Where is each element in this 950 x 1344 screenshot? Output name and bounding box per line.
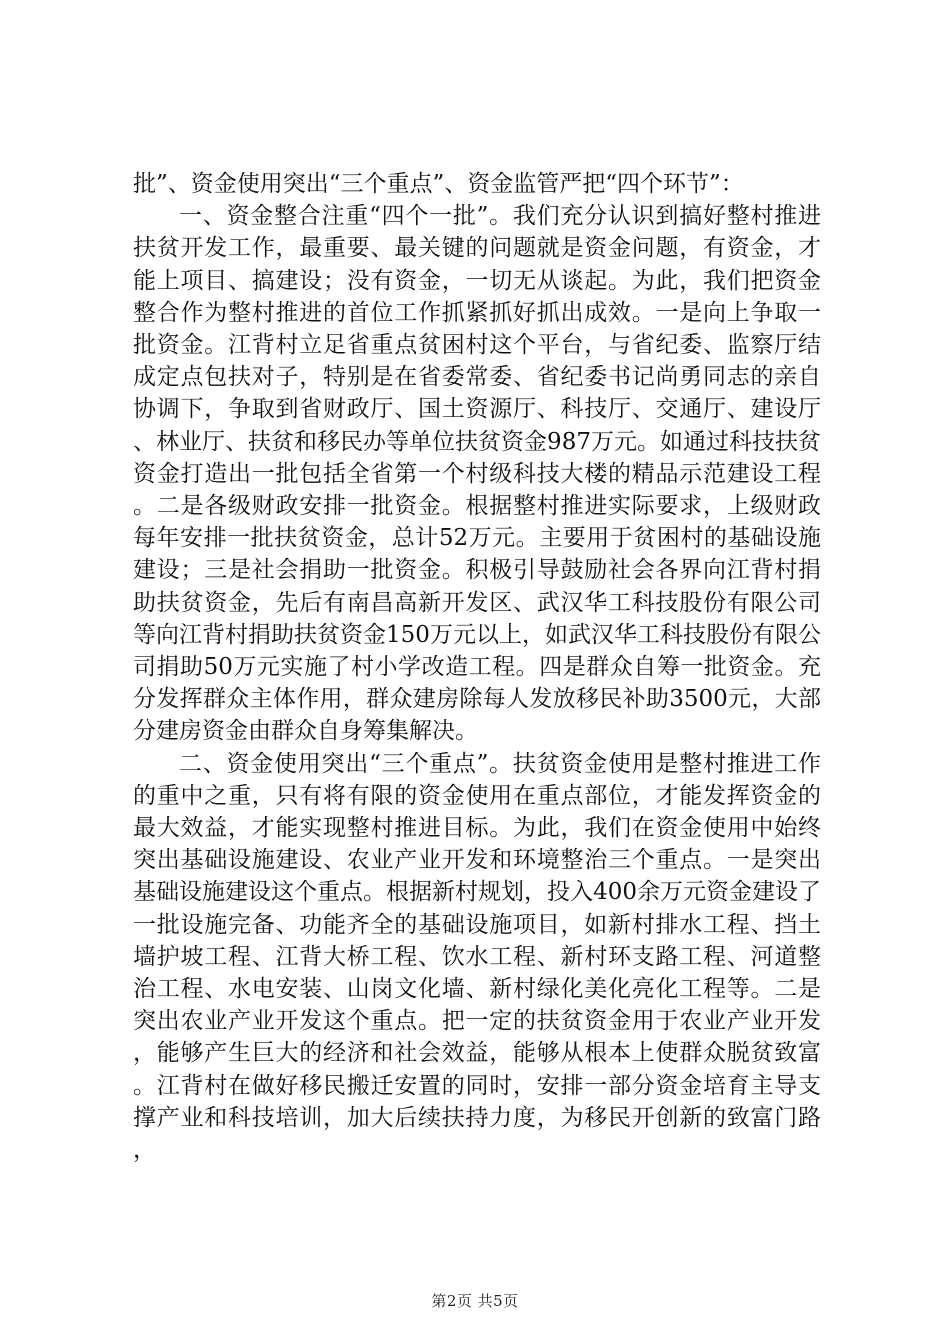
paragraph-funds-usage: 二、资金使用突出“三个重点”。扶贫资金使用是整村推进工作的重中之重，只有将有限的资金使用在重点部位，才能发挥资金的最大效益，才能实现整村推进目标。为此，我们在资金使用中始终突出基础设施建设、农业产业开发和环境整治三个重点。一是突出基础设施建设这个重点。根据新村规划，投入400余万元资金建设了一批设施完备、功能齐全的基础设施项目，如新村排水工程、挡土墙护坡工程、江背大桥工程、饮水工程、新村环支路工程、河道整治工程、水电安装、山岗文化墙、新村绿化美化亮化工程等。二是突出农业产业开发这个重点。把一定的扶贫资金用于农业产业开发，能够产生巨大的经济和社会效益，能够从根本上使群众脱贫致富。江背村在做好移民搬迁安置的同时，安排一部分资金培育主导支撑产业和科技培训，加大后续扶持力度，为移民开创新的致富门路， (133, 750, 821, 1164)
page-footer: 第2页 共5页 (431, 1292, 519, 1310)
document-body (133, 168, 821, 1166)
paragraph-funds-integration: 一、资金整合注重“四个一批”。我们充分认识到搞好整村推进扶贫开发工作，最重要、最关键的问题就是资金问题，有资金，才能上项目、搞建设；没有资金，一切无从谈起。为此，我们把资金整合作为整村推进的首位工作抓紧抓好抓出成效。一是向上争取一批资金。江背村立足省重点贫困村这个平台，与省纪委、监察厅结成定点包扶对子，特别是在省委常委、省纪委书记尚勇同志的亲自协调下，争取到省财政厅、国土资源厅、科技厅、交通厅、建设厅、林业厅、扶贫和移民办等单位扶贫资金987万元。如通过科技扶贫资金打造出一批包括全省第一个村级科技大楼的精品示范建设工程。二是各级财政安排一批资金。根据整村推进实际要求，上级财政每年安排一批扶贫资金，总计52万元。主要用于贫困村的基础设施建设；三是社会捐助一批资金。积极引导鼓励社会各界向江背村捐助扶贫资金，先后有南昌高新开发区、武汉华工科技股份有限公司等向江背村捐助扶贫资金150万元以上，如武汉华工科技股份有限公司捐助50万元实施了村小学改造工程。四是群众自筹一批资金。充分发挥群众主体作用，群众建房除每人发放移民补助3500元，大部分建房资金由群众自身筹集解决。 (133, 203, 821, 745)
paragraph-continuation: 批”、资金使用突出“三个重点”、资金监管严把“四个环节”： (133, 171, 744, 197)
